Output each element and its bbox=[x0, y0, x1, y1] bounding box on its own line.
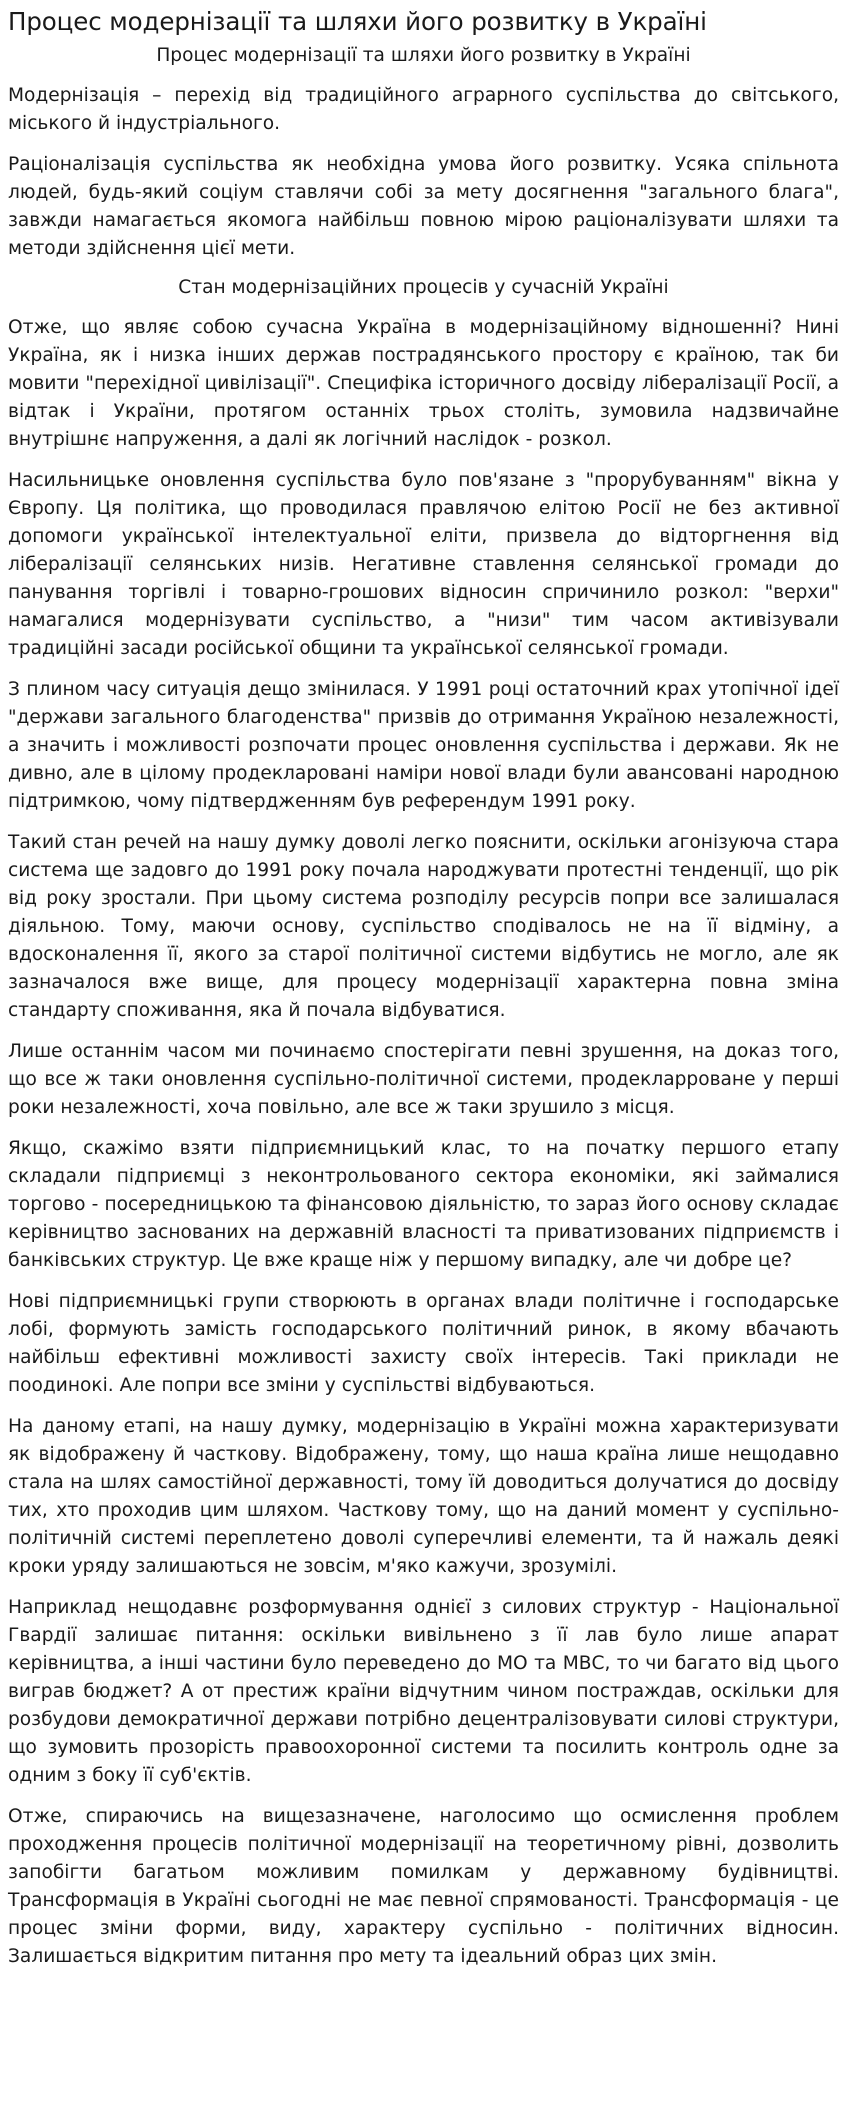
document-subtitle: Процес модернізації та шляхи його розвитку в Україні bbox=[156, 45, 691, 66]
paragraph-8: На даному етапі, на нашу думку, модернізацію в Україні можна характеризувати як відображену й часткову. Відображену, тому, що наша країна лише нещодавно стала на шлях самостійної державності, тому їй доводиться долучатися до досвіду тих, хто проходив цим шляхом. Часткову тому, що на даний момент у суспільно-політичній системі переплетено доволі суперечливі елементи, та й нажаль деякі кроки уряду залишаються не зовсім, м'яко кажучи, зрозумілі. bbox=[8, 1416, 839, 1577]
paragraph-intro-1: Модернізація – перехід від традиційного аграрного суспільства до світського, міського й індустріального. bbox=[8, 85, 839, 134]
paragraph-7: Нові підприємницькі групи створюють в органах влади політичне і господарське лобі, формують замість господарського політичний ринок, в якому вбачають найбільш ефективні можливості захисту своїх інтересів. Такі приклади не поодинокі. Але попри все зміни у суспільстві відбуваються. bbox=[8, 1291, 839, 1396]
paragraph-2: Насильницьке оновлення суспільства було пов'язане з "прорубуванням" вікна у Європу. Ця політика, що проводилася правлячою елітою Росії не без активної допомоги української інтелектуальної еліти, призвела до відторгнення від лібералізації селянських низів. Негативне ставлення селянської громади до панування торгівлі і товарно-грошових відносин спричинило розкол: "верхи" намагалися модернізувати суспільство, а "низи" тим часом активізували традиційні засади російської общини та української селянської громади. bbox=[8, 470, 839, 659]
paragraph-3: З плином часу ситуація дещо змінилася. У 1991 році остаточний крах утопічної ідеї "держави загального благоденства" призвів до отримання Україною незалежності, а значить і можливості розпочати процес оновлення суспільства і держави. Як не дивно, але в цілому продекларовані наміри нової влади були авансовані народною підтримкою, чому підтвердженням був референдум 1991 року. bbox=[8, 679, 839, 812]
page-title: Процес модернізації та шляхи його розвитку в Україні bbox=[8, 7, 707, 36]
paragraph-6: Якщо, скажімо взяти підприємницький клас, то на початку першого етапу складали підприємці з неконтрольованого сектора економіки, які займалися торгово - посередницькою та фінансовою діяльністю, то зараз його основу складає керівництво заснованих на державній власності та приватизованих підприємств і банківських структур. Це вже краще ніж у першому випадку, але чи добре це? bbox=[8, 1138, 839, 1271]
paragraph-1: Отже, що являє собою сучасна Україна в модернізаційному відношенні? Нині Україна, як і низка інших держав пострадянського простору є країною, так би мовити "перехідної цивілізації". Специфіка історичного досвіду лібералізації Росії, а відтак і України, протягом останніх трьох століть, зумовила надзвичайне внутрішнє напруження, а далі як логічний наслідок - розкол. bbox=[8, 317, 839, 450]
section-heading: Стан модернізаційних процесів у сучасній Україні bbox=[178, 277, 669, 298]
paragraph-10: Отже, спираючись на вищезазначене, наголосимо що осмислення проблем проходження процесів політичної модернізації на теоретичному рівні, дозволить запобігти багатьом можливим помилкам у державному будівництві. Трансформація в Україні сьогодні не має певної спрямованості. Трансформація - це процес зміни форми, виду, характеру суспільно - політичних відносин. Залишається відкритим питання про мету та ідеальний образ цих змін. bbox=[8, 1806, 839, 1967]
paragraph-4: Такий стан речей на нашу думку доволі легко пояснити, оскільки агонізуюча стара система ще задовго до 1991 року почала народжувати протестні тенденції, що рік від року зростали. При цьому система розподілу ресурсів попри все залишалася діяльною. Тому, маючи основу, суспільство сподівалось не на її відміну, а вдосконалення її, якого за старої політичної системи відбутись не могло, але як зазначалося вже вище, для процесу модернізації характерна повна зміна стандарту споживання, яка й почала відбуватися. bbox=[8, 832, 839, 1021]
paragraph-5: Лише останнім часом ми починаємо спостерігати певні зрушення, на доказ того, що все ж таки оновлення суспільно-політичної системи, продекларроване у перші роки незалежності, хоча повільно, але все ж таки зрушило з місця. bbox=[8, 1041, 839, 1118]
paragraph-9: Наприклад нещодавнє розформування однієї з силових структур - Національної Гвардії залишає питання: оскільки вивільнено з її лав було лише апарат керівництва, а інші частини було переведено до МО та МВС, то чи багато від цього виграв бюджет? А от престиж країни відчутним чином постраждав, оскільки для розбудови демократичної держави потрібно децентралізовувати силові структури, що зумовить прозорість правоохоронної системи та посилить контроль одне за одним з боку її суб'єктів. bbox=[8, 1597, 839, 1786]
paragraph-intro-2: Раціоналізація суспільства як необхідна умова його розвитку. Усяка спільнота людей, будь-який соціум ставлячи собі за мету досягнення "загального блага", завжди намагається якомога найбільш повною мірою раціоналізувати шляхи та методи здійснення цієї мети. bbox=[8, 154, 839, 259]
